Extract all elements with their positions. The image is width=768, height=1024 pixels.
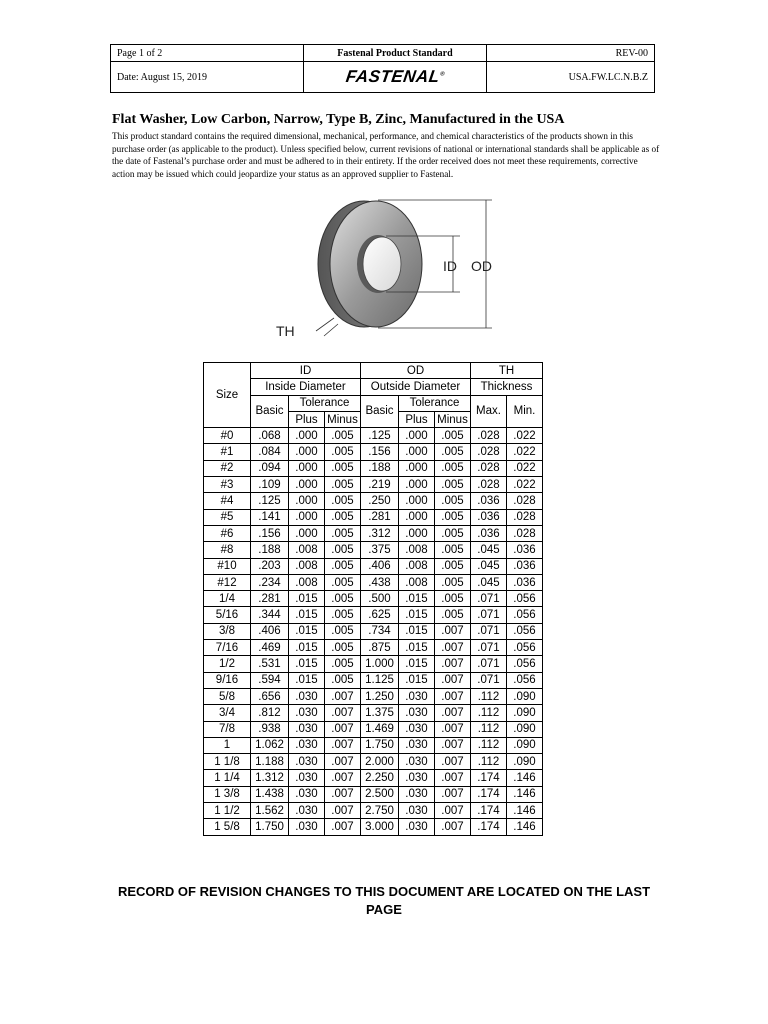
id-minus-cell: .005 xyxy=(325,558,361,574)
od-plus-cell: .030 xyxy=(399,803,435,819)
od-plus-cell: .000 xyxy=(399,444,435,460)
od-basic-cell: .734 xyxy=(361,623,399,639)
id-plus-cell: .000 xyxy=(289,509,325,525)
th-min-cell: .036 xyxy=(507,542,543,558)
od-plus-cell: .030 xyxy=(399,770,435,786)
size-cell: #4 xyxy=(204,493,251,509)
id-plus-cell: .000 xyxy=(289,525,325,541)
od-minus-cell: .005 xyxy=(435,477,471,493)
size-cell: 7/8 xyxy=(204,721,251,737)
id-basic-header: Basic xyxy=(251,395,289,428)
od-minus-cell: .007 xyxy=(435,640,471,656)
id-minus-cell: .005 xyxy=(325,477,361,493)
th-min-cell: .056 xyxy=(507,623,543,639)
size-cell: 1 1/2 xyxy=(204,803,251,819)
table-row xyxy=(204,705,543,721)
size-cell: 1/4 xyxy=(204,591,251,607)
od-basic-cell: .406 xyxy=(361,558,399,574)
th-subheader: Thickness xyxy=(471,379,543,395)
od-plus-cell: .000 xyxy=(399,525,435,541)
th-min-cell: .022 xyxy=(507,428,543,444)
th-min-cell: .028 xyxy=(507,493,543,509)
id-basic-cell: .084 xyxy=(251,444,289,460)
id-basic-cell: .938 xyxy=(251,721,289,737)
id-plus-cell: .015 xyxy=(289,591,325,607)
th-min-cell: .090 xyxy=(507,688,543,704)
id-plus-cell: .030 xyxy=(289,688,325,704)
id-tolerance-header: Tolerance xyxy=(289,395,361,411)
od-basic-cell: 1.125 xyxy=(361,672,399,688)
od-minus-cell: .005 xyxy=(435,558,471,574)
od-dimension-label: OD xyxy=(471,258,492,274)
size-cell: 9/16 xyxy=(204,672,251,688)
id-minus-cell: .005 xyxy=(325,574,361,590)
th-max-cell: .071 xyxy=(471,607,507,623)
od-basic-cell: .281 xyxy=(361,509,399,525)
id-minus-cell: .005 xyxy=(325,623,361,639)
size-cell: 1/2 xyxy=(204,656,251,672)
id-minus-cell: .005 xyxy=(325,542,361,558)
table-row xyxy=(204,672,543,688)
table-body xyxy=(204,428,543,835)
table-row xyxy=(204,574,543,590)
id-minus-cell: .007 xyxy=(325,803,361,819)
od-basic-cell: .375 xyxy=(361,542,399,558)
od-plus-cell: .000 xyxy=(399,493,435,509)
logo-mark: ® xyxy=(439,71,446,78)
id-plus-cell: .030 xyxy=(289,721,325,737)
id-minus-cell: .005 xyxy=(325,672,361,688)
od-basic-cell: 2.000 xyxy=(361,754,399,770)
id-minus-cell: .007 xyxy=(325,754,361,770)
id-minus-cell: .005 xyxy=(325,525,361,541)
od-minus-cell: .007 xyxy=(435,672,471,688)
od-minus-cell: .005 xyxy=(435,493,471,509)
size-cell: 7/16 xyxy=(204,640,251,656)
id-minus-cell: .005 xyxy=(325,493,361,509)
id-basic-cell: 1.438 xyxy=(251,786,289,802)
table-row xyxy=(204,428,543,444)
th-max-cell: .174 xyxy=(471,819,507,835)
id-minus-cell: .007 xyxy=(325,688,361,704)
id-basic-cell: .594 xyxy=(251,672,289,688)
id-basic-cell: .344 xyxy=(251,607,289,623)
id-plus-cell: .030 xyxy=(289,803,325,819)
id-plus-cell: .015 xyxy=(289,656,325,672)
table-row xyxy=(204,607,543,623)
od-minus-cell: .005 xyxy=(435,591,471,607)
th-min-cell: .056 xyxy=(507,656,543,672)
od-plus-cell: .015 xyxy=(399,672,435,688)
th-min-cell: .146 xyxy=(507,803,543,819)
od-plus-cell: .015 xyxy=(399,623,435,639)
revision: REV-00 xyxy=(487,45,655,62)
id-basic-cell: .469 xyxy=(251,640,289,656)
size-cell: 3/8 xyxy=(204,623,251,639)
id-plus-cell: .000 xyxy=(289,428,325,444)
od-basic-cell: 1.000 xyxy=(361,656,399,672)
doc-code: USA.FW.LC.N.B.Z xyxy=(487,62,655,93)
washer-dimension-table xyxy=(203,362,543,836)
th-max-cell: .036 xyxy=(471,509,507,525)
od-minus-cell: .007 xyxy=(435,786,471,802)
th-min-cell: .022 xyxy=(507,460,543,476)
id-basic-cell: 1.750 xyxy=(251,819,289,835)
size-cell: #6 xyxy=(204,525,251,541)
table-row xyxy=(204,525,543,541)
od-basic-cell: .219 xyxy=(361,477,399,493)
table-row xyxy=(204,444,543,460)
od-minus-cell: .005 xyxy=(435,509,471,525)
od-minus-cell: .007 xyxy=(435,688,471,704)
od-plus-cell: .030 xyxy=(399,737,435,753)
od-plus-cell: .000 xyxy=(399,428,435,444)
id-minus-cell: .007 xyxy=(325,737,361,753)
od-plus-cell: .000 xyxy=(399,460,435,476)
table-row xyxy=(204,558,543,574)
id-plus-cell: .030 xyxy=(289,770,325,786)
th-min-cell: .022 xyxy=(507,444,543,460)
id-minus-cell: .005 xyxy=(325,591,361,607)
th-max-cell: .174 xyxy=(471,786,507,802)
table-row xyxy=(204,786,543,802)
od-plus-cell: .015 xyxy=(399,640,435,656)
od-plus-cell: .008 xyxy=(399,542,435,558)
id-basic-cell: .281 xyxy=(251,591,289,607)
th-max-cell: .112 xyxy=(471,754,507,770)
table-row xyxy=(204,819,543,835)
id-minus-cell: .005 xyxy=(325,640,361,656)
id-basic-cell: .156 xyxy=(251,525,289,541)
th-max-header: Max. xyxy=(471,395,507,428)
th-min-cell: .090 xyxy=(507,737,543,753)
th-max-cell: .028 xyxy=(471,444,507,460)
id-minus-cell: .005 xyxy=(325,428,361,444)
id-basic-cell: 1.188 xyxy=(251,754,289,770)
od-basic-cell: .188 xyxy=(361,460,399,476)
th-max-cell: .071 xyxy=(471,623,507,639)
th-max-cell: .071 xyxy=(471,656,507,672)
od-minus-cell: .005 xyxy=(435,525,471,541)
th-header: TH xyxy=(471,363,543,379)
table-row xyxy=(204,656,543,672)
table-row xyxy=(204,460,543,476)
od-plus-cell: .000 xyxy=(399,509,435,525)
id-basic-cell: .812 xyxy=(251,705,289,721)
th-min-cell: .090 xyxy=(507,705,543,721)
th-min-cell: .022 xyxy=(507,477,543,493)
id-minus-header: Minus xyxy=(325,411,361,427)
od-tolerance-header: Tolerance xyxy=(399,395,471,411)
od-minus-cell: .007 xyxy=(435,770,471,786)
table-row xyxy=(204,770,543,786)
size-cell: #8 xyxy=(204,542,251,558)
od-minus-cell: .005 xyxy=(435,428,471,444)
od-basic-cell: .125 xyxy=(361,428,399,444)
size-cell: 1 1/8 xyxy=(204,754,251,770)
od-minus-cell: .005 xyxy=(435,607,471,623)
size-cell: 1 3/8 xyxy=(204,786,251,802)
th-min-cell: .090 xyxy=(507,754,543,770)
od-plus-cell: .030 xyxy=(399,754,435,770)
id-minus-cell: .005 xyxy=(325,460,361,476)
od-basic-cell: 1.750 xyxy=(361,737,399,753)
th-max-cell: .071 xyxy=(471,591,507,607)
id-plus-cell: .015 xyxy=(289,607,325,623)
id-plus-cell: .000 xyxy=(289,444,325,460)
size-cell: 1 xyxy=(204,737,251,753)
size-cell: 5/8 xyxy=(204,688,251,704)
table-row xyxy=(204,493,543,509)
th-max-cell: .174 xyxy=(471,803,507,819)
od-plus-cell: .008 xyxy=(399,574,435,590)
id-basic-cell: .125 xyxy=(251,493,289,509)
intro-paragraph: This product standard contains the required dimensional, mechanical, performance, and chemical characteristics of the products shown in this purchase order (as applicable to the product). Unless specified below, current revisions of national or international standards shall be applicable as of the date of Fastenal’s purchase order and must be adhered to in their entirety. If the order received does not meet these requirements, corrective action may be issued which could jeopardize your status as an approved supplier to Fastenal. xyxy=(112,131,660,179)
id-minus-cell: .007 xyxy=(325,721,361,737)
od-minus-cell: .007 xyxy=(435,754,471,770)
id-plus-cell: .030 xyxy=(289,737,325,753)
doc-date: Date: August 15, 2019 xyxy=(111,62,304,93)
th-max-cell: .174 xyxy=(471,770,507,786)
size-cell: 1 5/8 xyxy=(204,819,251,835)
size-header: Size xyxy=(204,363,251,428)
od-minus-cell: .007 xyxy=(435,623,471,639)
table-row xyxy=(204,754,543,770)
size-cell: 1 1/4 xyxy=(204,770,251,786)
od-minus-cell: .007 xyxy=(435,737,471,753)
id-minus-cell: .007 xyxy=(325,786,361,802)
od-header: OD xyxy=(361,363,471,379)
od-basic-cell: .156 xyxy=(361,444,399,460)
th-max-cell: .112 xyxy=(471,721,507,737)
th-max-cell: .112 xyxy=(471,737,507,753)
size-cell: #10 xyxy=(204,558,251,574)
id-plus-header: Plus xyxy=(289,411,325,427)
size-cell: 5/16 xyxy=(204,607,251,623)
od-basic-cell: 3.000 xyxy=(361,819,399,835)
table-row xyxy=(204,640,543,656)
id-plus-cell: .030 xyxy=(289,754,325,770)
id-header: ID xyxy=(251,363,361,379)
id-minus-cell: .005 xyxy=(325,656,361,672)
doc-type: Fastenal Product Standard xyxy=(304,45,487,62)
id-plus-cell: .015 xyxy=(289,623,325,639)
od-plus-cell: .030 xyxy=(399,688,435,704)
th-max-cell: .112 xyxy=(471,705,507,721)
id-subheader: Inside Diameter xyxy=(251,379,361,395)
size-cell: #2 xyxy=(204,460,251,476)
od-basic-cell: 2.750 xyxy=(361,803,399,819)
od-minus-cell: .005 xyxy=(435,574,471,590)
id-plus-cell: .000 xyxy=(289,460,325,476)
od-minus-cell: .005 xyxy=(435,460,471,476)
id-plus-cell: .030 xyxy=(289,705,325,721)
id-basic-cell: .188 xyxy=(251,542,289,558)
id-minus-cell: .007 xyxy=(325,770,361,786)
id-basic-cell: 1.062 xyxy=(251,737,289,753)
id-basic-cell: .141 xyxy=(251,509,289,525)
table-row xyxy=(204,477,543,493)
th-min-cell: .146 xyxy=(507,819,543,835)
id-plus-cell: .015 xyxy=(289,672,325,688)
id-basic-cell: 1.562 xyxy=(251,803,289,819)
table-row xyxy=(204,737,543,753)
th-max-cell: .045 xyxy=(471,542,507,558)
page-title: Flat Washer, Low Carbon, Narrow, Type B, Zinc, Manufactured in the USA xyxy=(112,112,565,127)
size-cell: #5 xyxy=(204,509,251,525)
th-dimension-label: TH xyxy=(276,323,295,339)
od-plus-cell: .030 xyxy=(399,786,435,802)
id-minus-cell: .005 xyxy=(325,444,361,460)
id-minus-cell: .005 xyxy=(325,509,361,525)
od-basic-cell: .875 xyxy=(361,640,399,656)
id-basic-cell: .068 xyxy=(251,428,289,444)
logo-text: FASTENAL xyxy=(344,67,441,86)
revision-note: RECORD OF REVISION CHANGES TO THIS DOCUMENT ARE LOCATED ON THE LAST PAGE xyxy=(117,884,651,917)
document-header xyxy=(110,44,655,93)
id-plus-cell: .008 xyxy=(289,558,325,574)
od-basic-cell: .312 xyxy=(361,525,399,541)
th-max-cell: .045 xyxy=(471,558,507,574)
th-min-cell: .056 xyxy=(507,591,543,607)
table-row xyxy=(204,803,543,819)
th-max-cell: .028 xyxy=(471,477,507,493)
od-plus-cell: .030 xyxy=(399,705,435,721)
id-minus-cell: .007 xyxy=(325,705,361,721)
id-plus-cell: .000 xyxy=(289,477,325,493)
id-minus-cell: .005 xyxy=(325,607,361,623)
od-basic-cell: 1.375 xyxy=(361,705,399,721)
id-minus-cell: .007 xyxy=(325,819,361,835)
washer-shape xyxy=(318,201,422,327)
id-basic-cell: .094 xyxy=(251,460,289,476)
od-minus-cell: .005 xyxy=(435,444,471,460)
table-row xyxy=(204,542,543,558)
th-max-cell: .036 xyxy=(471,525,507,541)
id-basic-cell: .656 xyxy=(251,688,289,704)
th-min-cell: .056 xyxy=(507,607,543,623)
od-basic-cell: .625 xyxy=(361,607,399,623)
id-basic-cell: .406 xyxy=(251,623,289,639)
th-min-cell: .036 xyxy=(507,558,543,574)
id-basic-cell: .109 xyxy=(251,477,289,493)
id-plus-cell: .008 xyxy=(289,574,325,590)
size-cell: #3 xyxy=(204,477,251,493)
od-plus-cell: .015 xyxy=(399,591,435,607)
od-minus-header: Minus xyxy=(435,411,471,427)
od-plus-cell: .008 xyxy=(399,558,435,574)
od-plus-cell: .030 xyxy=(399,819,435,835)
size-cell: #1 xyxy=(204,444,251,460)
id-basic-cell: 1.312 xyxy=(251,770,289,786)
od-plus-cell: .015 xyxy=(399,656,435,672)
od-plus-cell: .015 xyxy=(399,607,435,623)
table-row xyxy=(204,688,543,704)
th-max-cell: .045 xyxy=(471,574,507,590)
od-basic-cell: 1.250 xyxy=(361,688,399,704)
id-basic-cell: .234 xyxy=(251,574,289,590)
od-basic-header: Basic xyxy=(361,395,399,428)
id-basic-cell: .531 xyxy=(251,656,289,672)
table-row xyxy=(204,721,543,737)
id-plus-cell: .030 xyxy=(289,786,325,802)
page-number: Page 1 of 2 xyxy=(111,45,304,62)
th-min-cell: .028 xyxy=(507,509,543,525)
th-min-cell: .036 xyxy=(507,574,543,590)
th-min-cell: .090 xyxy=(507,721,543,737)
od-minus-cell: .007 xyxy=(435,803,471,819)
id-plus-cell: .008 xyxy=(289,542,325,558)
od-basic-cell: 2.250 xyxy=(361,770,399,786)
id-plus-cell: .030 xyxy=(289,819,325,835)
size-cell: 3/4 xyxy=(204,705,251,721)
th-max-cell: .071 xyxy=(471,640,507,656)
table-row xyxy=(204,509,543,525)
id-basic-cell: .203 xyxy=(251,558,289,574)
th-min-cell: .146 xyxy=(507,786,543,802)
od-minus-cell: .007 xyxy=(435,656,471,672)
th-min-cell: .028 xyxy=(507,525,543,541)
od-minus-cell: .005 xyxy=(435,542,471,558)
od-basic-cell: .500 xyxy=(361,591,399,607)
od-basic-cell: .438 xyxy=(361,574,399,590)
od-plus-cell: .000 xyxy=(399,477,435,493)
od-minus-cell: .007 xyxy=(435,721,471,737)
fastenal-logo xyxy=(304,62,487,93)
od-minus-cell: .007 xyxy=(435,705,471,721)
od-plus-cell: .030 xyxy=(399,721,435,737)
th-min-header: Min. xyxy=(507,395,543,428)
washer-diagram xyxy=(260,190,520,350)
th-min-cell: .056 xyxy=(507,672,543,688)
od-basic-cell: 1.469 xyxy=(361,721,399,737)
od-subheader: Outside Diameter xyxy=(361,379,471,395)
table-row xyxy=(204,623,543,639)
th-max-cell: .028 xyxy=(471,428,507,444)
th-min-cell: .146 xyxy=(507,770,543,786)
th-max-cell: .071 xyxy=(471,672,507,688)
size-cell: #0 xyxy=(204,428,251,444)
id-plus-cell: .000 xyxy=(289,493,325,509)
table-row xyxy=(204,591,543,607)
th-min-cell: .056 xyxy=(507,640,543,656)
od-plus-header: Plus xyxy=(399,411,435,427)
od-basic-cell: 2.500 xyxy=(361,786,399,802)
size-cell: #12 xyxy=(204,574,251,590)
id-dimension-label: ID xyxy=(443,258,457,274)
od-basic-cell: .250 xyxy=(361,493,399,509)
th-max-cell: .028 xyxy=(471,460,507,476)
id-plus-cell: .015 xyxy=(289,640,325,656)
th-max-cell: .036 xyxy=(471,493,507,509)
th-max-cell: .112 xyxy=(471,688,507,704)
od-minus-cell: .007 xyxy=(435,819,471,835)
